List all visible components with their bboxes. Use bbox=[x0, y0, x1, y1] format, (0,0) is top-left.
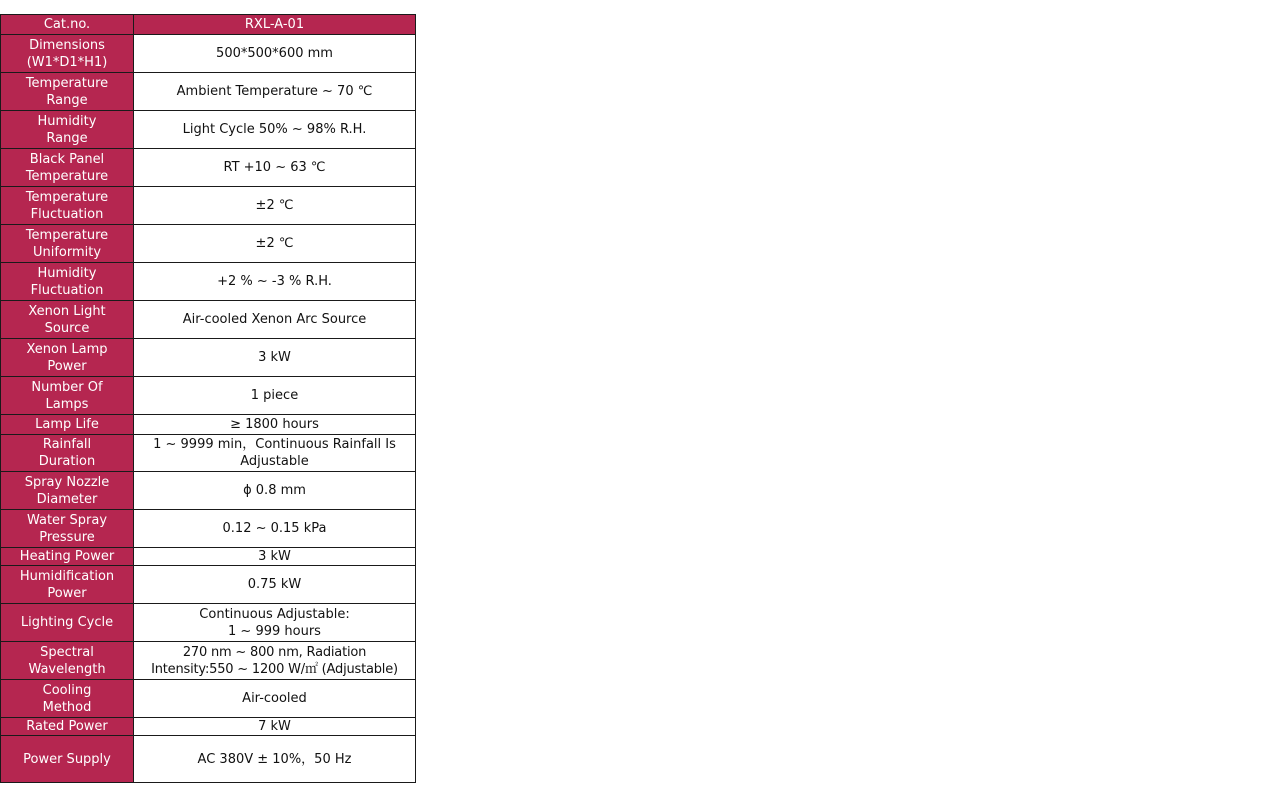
spec-label: Spray Nozzle Diameter bbox=[1, 472, 134, 510]
spec-label: Number Of Lamps bbox=[1, 377, 134, 415]
spec-label: Temperature Uniformity bbox=[1, 225, 134, 263]
spec-label: Humidity Range bbox=[1, 111, 134, 149]
spec-label: Lighting Cycle bbox=[1, 604, 134, 642]
table-row bbox=[1, 111, 416, 149]
spec-label: Lamp Life bbox=[1, 415, 134, 435]
spec-value: 0.75 kW bbox=[134, 566, 416, 604]
spec-label: Rated Power bbox=[1, 718, 134, 736]
spec-label: Cooling Method bbox=[1, 680, 134, 718]
table-row bbox=[1, 415, 416, 435]
table-row bbox=[1, 339, 416, 377]
table-row bbox=[1, 680, 416, 718]
table-row bbox=[1, 149, 416, 187]
spec-table-body bbox=[1, 35, 416, 783]
table-row bbox=[1, 73, 416, 111]
table-row bbox=[1, 301, 416, 339]
spec-label: Xenon Lamp Power bbox=[1, 339, 134, 377]
table-row bbox=[1, 718, 416, 736]
spec-value: Ambient Temperature ~ 70 ℃ bbox=[134, 73, 416, 111]
table-row bbox=[1, 187, 416, 225]
spec-value: Light Cycle 50% ~ 98% R.H. bbox=[134, 111, 416, 149]
spec-label: Spectral Wavelength bbox=[1, 642, 134, 680]
spec-value: 3 kW bbox=[134, 548, 416, 566]
spec-value: Continuous Adjustable: 1 ~ 999 hours bbox=[134, 604, 416, 642]
table-row bbox=[1, 642, 416, 680]
spec-label: Humidification Power bbox=[1, 566, 134, 604]
spec-value: ±2 ℃ bbox=[134, 187, 416, 225]
spec-label: Humidity Fluctuation bbox=[1, 263, 134, 301]
spec-value: ϕ 0.8 mm bbox=[134, 472, 416, 510]
table-row bbox=[1, 377, 416, 415]
table-row bbox=[1, 548, 416, 566]
spec-value: Air-cooled bbox=[134, 680, 416, 718]
table-row bbox=[1, 472, 416, 510]
spec-label: Temperature Fluctuation bbox=[1, 187, 134, 225]
spec-value: ±2 ℃ bbox=[134, 225, 416, 263]
spec-label: Temperature Range bbox=[1, 73, 134, 111]
spec-label: Rainfall Duration bbox=[1, 435, 134, 472]
table-row bbox=[1, 225, 416, 263]
spec-value: RT +10 ~ 63 ℃ bbox=[134, 149, 416, 187]
header-label: Cat.no. bbox=[1, 15, 134, 35]
spec-label: Power Supply bbox=[1, 736, 134, 783]
spec-label: Dimensions (W1*D1*H1) bbox=[1, 35, 134, 73]
spec-value: 270 nm ~ 800 nm, Radiation Intensity:550 ~ 1200 W/㎡ (Adjustable) bbox=[134, 642, 416, 680]
spec-value: ≥ 1800 hours bbox=[134, 415, 416, 435]
table-row bbox=[1, 604, 416, 642]
spec-label: Black Panel Temperature bbox=[1, 149, 134, 187]
spec-value: 1 ~ 9999 min，Continuous Rainfall Is Adjustable bbox=[134, 435, 416, 472]
table-row bbox=[1, 263, 416, 301]
spec-label: Heating Power bbox=[1, 548, 134, 566]
spec-value: 3 kW bbox=[134, 339, 416, 377]
spec-value: +2 % ~ -3 % R.H. bbox=[134, 263, 416, 301]
header-value: RXL-A-01 bbox=[134, 15, 416, 35]
table-header-row bbox=[1, 15, 416, 35]
spec-label: Xenon Light Source bbox=[1, 301, 134, 339]
spec-value: AC 380V ± 10%，50 Hz bbox=[134, 736, 416, 783]
table-row bbox=[1, 566, 416, 604]
spec-value: 0.12 ~ 0.15 kPa bbox=[134, 510, 416, 548]
spec-table bbox=[0, 14, 416, 783]
spec-value: Air-cooled Xenon Arc Source bbox=[134, 301, 416, 339]
spec-value: 500*500*600 mm bbox=[134, 35, 416, 73]
table-row bbox=[1, 510, 416, 548]
table-row bbox=[1, 35, 416, 73]
spec-value: 7 kW bbox=[134, 718, 416, 736]
table-row bbox=[1, 736, 416, 783]
spec-label: Water Spray Pressure bbox=[1, 510, 134, 548]
spec-value: 1 piece bbox=[134, 377, 416, 415]
table-row bbox=[1, 435, 416, 472]
